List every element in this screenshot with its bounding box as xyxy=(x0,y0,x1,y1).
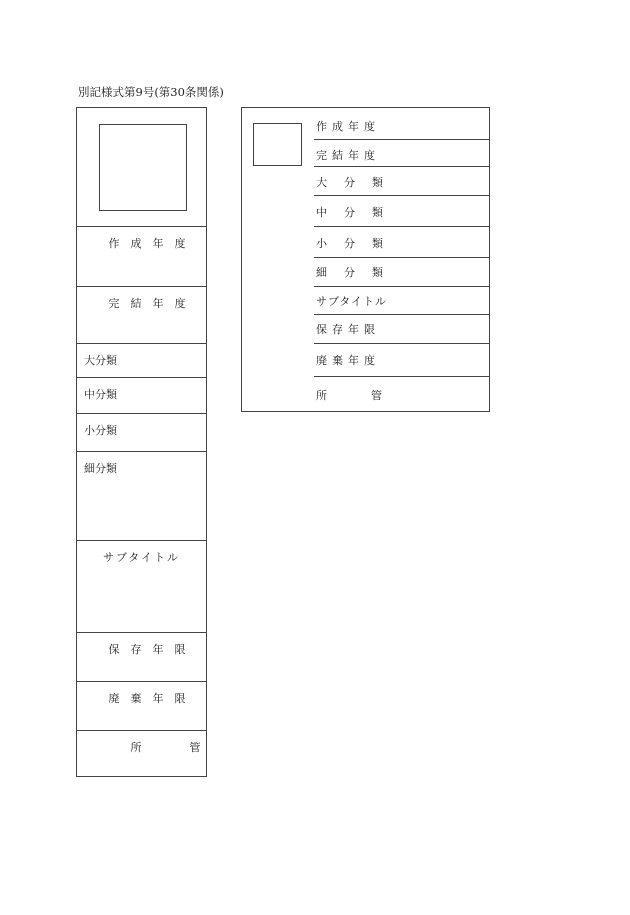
box-divider xyxy=(314,257,490,258)
spine-jurisdiction-label: 所管 xyxy=(130,741,249,754)
box-jurisdiction-label: 所管 xyxy=(316,389,426,402)
box-divider xyxy=(314,286,490,287)
box-divider xyxy=(314,195,490,196)
box-created-year-label: 作成年度 xyxy=(316,120,380,133)
box-subtitle-label: サブタイトル xyxy=(316,295,388,308)
spine-row-disposal-period xyxy=(77,681,206,730)
form-heading: 別記様式第9号(第30条関係) xyxy=(78,85,224,99)
spine-retention-period-label: 保存年限 xyxy=(108,643,197,656)
box-photo-box xyxy=(253,123,302,166)
box-divider xyxy=(314,166,490,167)
spine-middle-category-label: 中分類 xyxy=(84,388,117,401)
box-divider xyxy=(314,376,490,377)
spine-row-major-category xyxy=(77,343,206,377)
spine-photo-box xyxy=(99,124,187,211)
spine-row-middle-category xyxy=(77,377,206,413)
spine-major-category-label: 大分類 xyxy=(84,354,117,367)
spine-row-minor-category xyxy=(77,413,206,451)
spine-subtitle-label: サブタイトル xyxy=(102,551,180,564)
spine-completed-year-label: 完結年度 xyxy=(108,297,197,310)
spine-label-form xyxy=(76,107,249,777)
box-divider xyxy=(314,314,490,315)
box-disposal-year-label: 廃棄年度 xyxy=(316,354,380,367)
box-completed-year-label: 完結年度 xyxy=(316,149,380,162)
spine-row-completed-year xyxy=(77,286,206,343)
box-retention-period-label: 保存年限 xyxy=(316,323,380,336)
box-divider xyxy=(314,343,490,344)
box-major-category-label: 大分類 xyxy=(316,176,400,189)
spine-row-created-year xyxy=(77,226,206,286)
box-label-form xyxy=(241,107,490,412)
box-detail-category-label: 細分類 xyxy=(316,266,400,279)
box-middle-category-label: 中分類 xyxy=(316,206,400,219)
box-divider xyxy=(314,139,490,140)
spine-created-year-label: 作成年度 xyxy=(108,237,197,250)
spine-detail-category-label: 細分類 xyxy=(84,462,117,475)
spine-disposal-period-label: 廃棄年限 xyxy=(108,692,197,705)
spine-row-subtitle xyxy=(77,540,206,632)
spine-row-jurisdiction xyxy=(77,730,249,776)
box-divider xyxy=(314,226,490,227)
spine-minor-category-label: 小分類 xyxy=(84,424,117,437)
spine-row-detail-category xyxy=(77,451,206,540)
box-minor-category-label: 小分類 xyxy=(316,237,400,250)
spine-row-retention-period xyxy=(77,632,206,681)
